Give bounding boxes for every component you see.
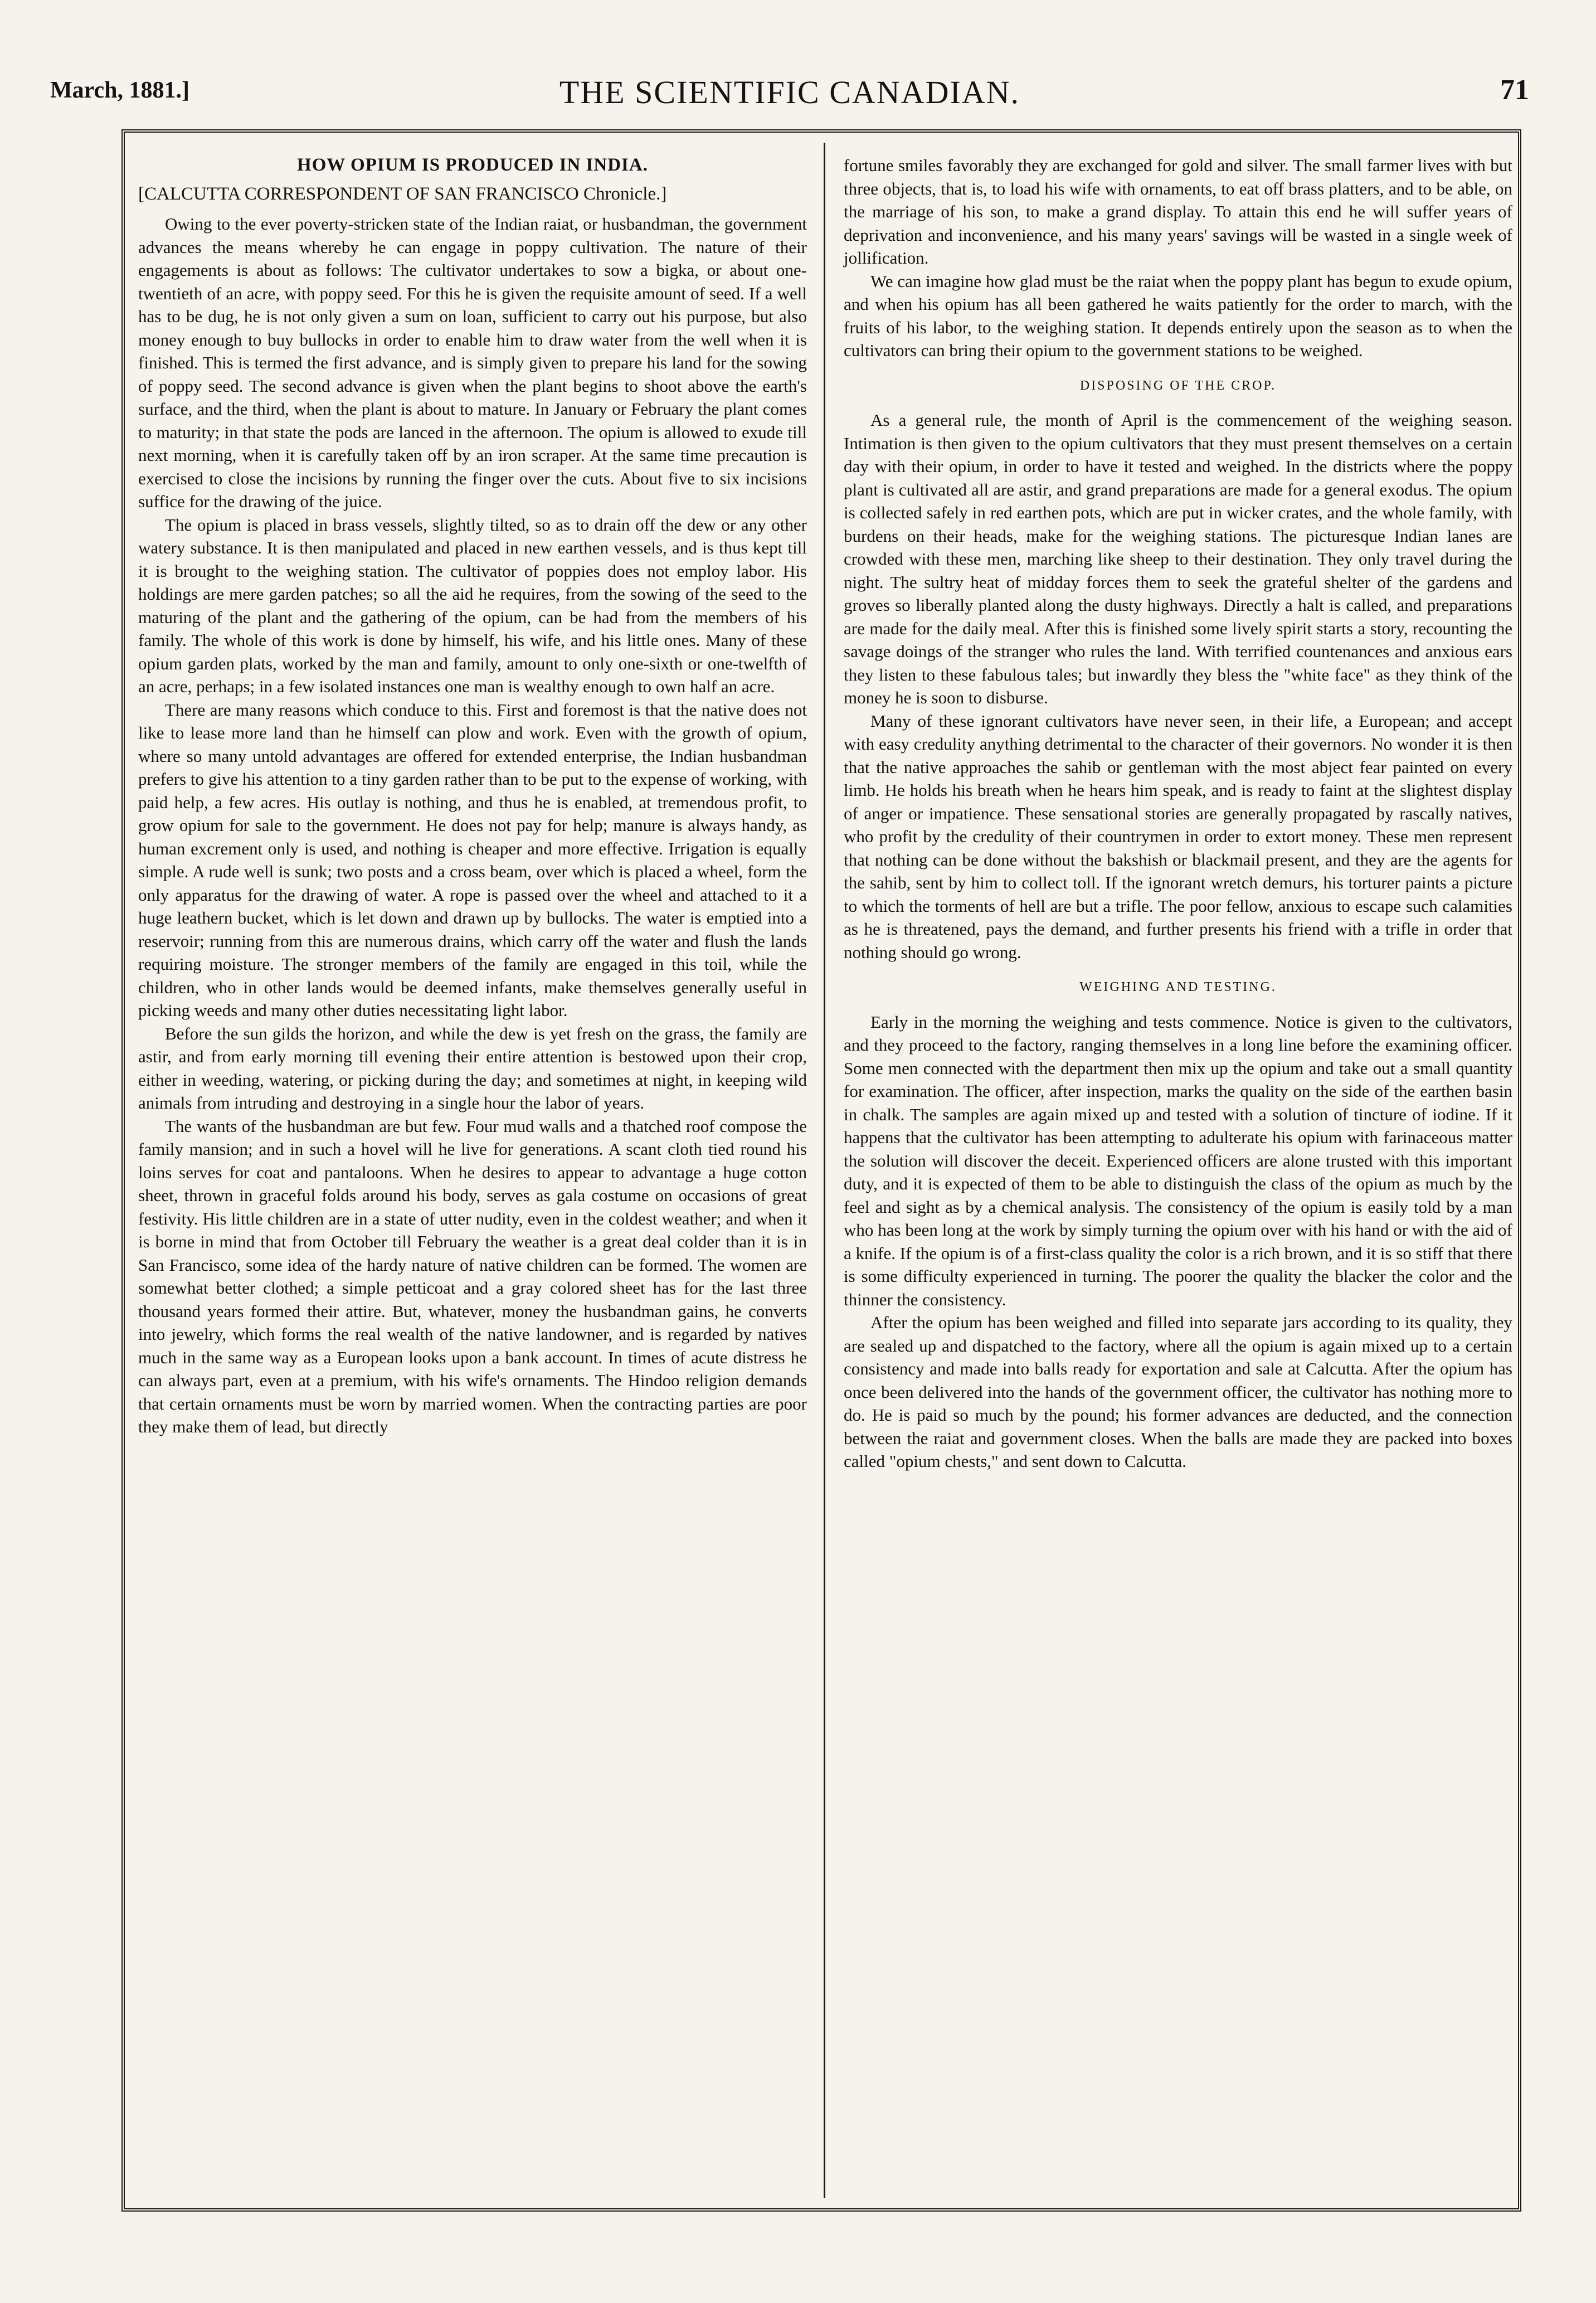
left-column: [138, 154, 807, 1439]
paragraph: After the opium has been weighed and filled into separate jars according to its quality, they are sealed up and dispatched to the factory, where all the opium is again mixed up to a certain consistency and made into balls ready for exportation and sale at Calcutta. After the opium has once been delivered into the hands of the government officer, the cultivator has nothing more to do. He is paid so much by the pound; his former advances are deducted, and the connection between the raiat and government closes. When the balls are made they are packed into boxes called "opium chests," and sent down to Calcutta.: [844, 1313, 1512, 1471]
paragraph: As a general rule, the month of April is the commencement of the weighing season. Intimation is then given to the opium cultivators that they must present themselves on a certain day with their opium, in order to have it tested and weighed. In the districts where the poppy plant is cultivated all are astir, and grand preparations are made for a general exodus. The opium is collected safely in red earthen pots, which are put in wicker crates, and the whole family, with burdens on their heads, make for the weighing stations. The picturesque Indian lanes are crowded with these men, marching like sheep to their destination. They only travel during the night. The sultry heat of midday forces them to seek the grateful shelter of the gardens and groves so liberally planted along the dusty highways. Directly a halt is called, and preparations are made for the daily meal. After this is finished some lively spirit starts a story, recounting the savage doings of the stranger who rules the land. With terrified countenances and anxious ears they listen to these fabulous tales; but inwardly they bless the "white face" as they think of the money he is soon to disburse.: [844, 410, 1512, 707]
paragraph: Owing to the ever poverty-stricken state of the Indian raiat, or husbandman, the government advances the means whereby he can engage in poppy cultivation. The nature of their engagements is about as follows: The cultivator undertakes to sow a bigka, or about one-twentieth of an acre, with poppy seed. For this he is given the requisite amount of seed. If a well has to be dug, he is not only given a sum on loan, sufficient to carry out his purpose, but also money enough to buy bullocks in order to enable him to draw water from the well when it is finished. This is termed the first advance, and is simply given to prepare his land for the sowing of poppy seed. The second advance is given when the plant begins to shoot above the earth's surface, and the third, when the plant is about to mature. In January or February the plant comes to maturity; in that state the pods are lanced in the afternoon. The opium is allowed to exude till next morning, when it is carefully taken off by an iron scraper. At the same time precaution is exercised to close the incisions by running the finger over the cuts. About five to six incisions suffice for the drawing of the juice.: [138, 214, 807, 511]
issue-date: March, 1881.]: [50, 77, 190, 103]
right-column: [844, 154, 1512, 1473]
publication-title: THE SCIENTIFIC CANADIAN.: [559, 74, 1020, 110]
section-heading-disposing: DISPOSING OF THE CROP.: [1079, 378, 1277, 393]
paragraph: We can imagine how glad must be the raiat when the poppy plant has begun to exude opium, and when his opium has all been gathered he waits patiently for the order to march, with the fruits of his labor, to the weighing station. It depends entirely upon the season as to when the cultivators can bring their opium to the government stations to be weighed.: [844, 271, 1512, 360]
article-frame: [121, 129, 1521, 2212]
article-title: HOW OPIUM IS PRODUCED IN INDIA.: [297, 155, 648, 175]
paragraph: Before the sun gilds the horizon, and while the dew is yet fresh on the grass, the family are astir, and from early morning till evening their entire attention is bestowed upon their crop, either in weeding, watering, or picking during the day; and sometimes at night, in keeping wild animals from intruding and destroying in a single hour the labor of years.: [138, 1023, 807, 1112]
article-byline: [CALCUTTA CORRESPONDENT OF SAN FRANCISCO Chronicle.]: [138, 183, 667, 204]
paragraph: Many of these ignorant cultivators have never seen, in their life, a European; and accept with easy credulity anything detrimental to the character of their governors. No wonder it is then that the native approaches the sahib or gentleman with the most abject fear painted on every limb. He holds his breath when he hears him speak, and is ready to faint at the slightest display of anger or impatience. These sensational stories are generally propagated by rascally natives, who profit by the credulity of their countrymen in order to extort money. These men represent that nothing can be done without the bakshish or blackmail present, and they are the agents for the sahib, sent by him to collect toll. If the ignorant wretch demurs, his torturer paints a picture to which the torments of hell are but a trifle. The poor fellow, anxious to escape such calamities as he is threatened, pays the demand, and further presents his friend with a trifle in order that nothing should go wrong.: [844, 711, 1512, 962]
paragraph: There are many reasons which conduce to this. First and foremost is that the native does not like to lease more land than he himself can plow and work. Even with the growth of opium, where so many untold advantages are offered for extended enterprise, the Indian husbandman prefers to give his attention to a tiny garden rather than to be put to the expense of working, with paid help, a few acres. His outlay is nothing, and thus he is enabled, at tremendous profit, to grow opium for sale to the government. He does not pay for help; manure is always handy, as human excrement only is used, and nothing is cheaper and more effective. Irrigation is equally simple. A rude well is sunk; two posts and a cross beam, over which is placed a wheel, form the only apparatus for the drawing of water. A rope is passed over the wheel and attached to it a huge leathern bucket, which is let down and drawn up by bullocks. The water is emptied into a reservoir; running from this are numerous drains, which carry off the water and flush the lands requiring moisture. The stronger members of the family are engaged in this toil, while the children, who in other lands would be deemed infants, make themselves generally useful in picking weeds and many other duties necessitating light labor.: [138, 699, 807, 1020]
running-head: [50, 67, 1529, 111]
section-heading-weighing: WEIGHING AND TESTING.: [1079, 980, 1277, 994]
page-number: 71: [1500, 74, 1529, 106]
paragraph: The opium is placed in brass vessels, slightly tilted, so as to drain off the dew or any other watery substance. It is then manipulated and placed in new earthen vessels, and is thus kept till it is brought to the weighing station. The cultivator of poppies does not employ labor. His holdings are mere garden patches; so all the aid he requires, from the sowing of the seed to the maturing of the plant and the gathering of the opium, can be had from the members of his family. The whole of this work is done by himself, his wife, and his little ones. Many of these opium garden plats, worked by the man and family, amount to only one-sixth or one-twelfth of an acre, perhaps; in a few isolated instances one man is wealthy enough to own half an acre.: [138, 514, 807, 696]
paragraph: fortune smiles favorably they are exchanged for gold and silver. The small farmer lives with but three objects, that is, to load his wife with ornaments, to eat off brass platters, and to be able, on the marriage of his son, to make a grand display. To attain this end he will suffer years of deprivation and inconvenience, and his many years' savings will be wasted in a single week of jollification.: [844, 156, 1512, 268]
column-divider: [824, 143, 825, 2198]
paragraph: Early in the morning the weighing and tests commence. Notice is given to the cultivators, and they proceed to the factory, ranging themselves in a long line before the examining officer. Some men connected with the department then mix up the opium and take out a small quantity for examination. The officer, after inspection, marks the quality on the side of the earthen basin in chalk. The samples are again mixed up and tested with a solution of tincture of iodine. If it happens that the cultivator has been attempting to adulterate his opium with farinaceous matter the solution will discover the deceit. Experienced officers are alone trusted with this important duty, and it is expected of them to be able to distinguish the class of the opium as much by the feel and sight as by a chemical analysis. The consistency of the opium is easily told by a man who has been long at the work by simply turning the opium over with his hand or with the aid of a knife. If the opium is of a first-class quality the color is a rich brown, and it is so stiff that there is some difficulty experienced in turning. The poorer the quality the blacker the color and the thinner the consistency.: [844, 1012, 1512, 1309]
paragraph: The wants of the husbandman are but few. Four mud walls and a thatched roof compose the family mansion; and in such a hovel will he live for generations. A scant cloth tied round his loins serves for coat and pantaloons. When he desires to appear to advantage a huge cotton sheet, thrown in graceful folds around his body, serves as gala costume on occasions of great festivity. His little children are in a state of utter nudity, even in the coldest weather; and when it is borne in mind that from October till February the weather is a great deal colder than it is in San Francisco, some idea of the hardy nature of native children can be formed. The women are somewhat better clothed; a simple petticoat and a gray colored sheet has for the last three thousand years formed their attire. But, whatever, money the husbandman gains, he converts into jewelry, which forms the real wealth of the native landowner, and is regarded by natives much in the same way as a European looks upon a bank account. In times of acute distress he can always part, even at a premium, with his wife's ornaments. The Hindoo religion demands that certain ornaments must be worn by married women. When the contracting parties are poor they make them of lead, but directly: [138, 1116, 807, 1436]
